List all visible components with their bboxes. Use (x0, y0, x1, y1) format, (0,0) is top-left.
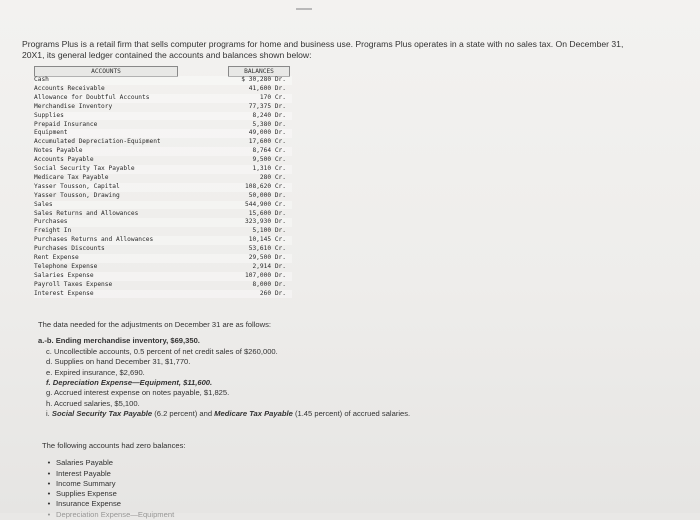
zero-balance-item (42, 479, 342, 489)
account-balance: 17,600 Cr. (248, 138, 286, 146)
ledger-row (34, 192, 292, 201)
account-balance: 107,000 Dr. (245, 271, 286, 279)
zero-balances-list (42, 458, 342, 520)
accounts-header: ACCOUNTS (34, 66, 178, 77)
account-name: Accounts Receivable (34, 84, 105, 92)
ledger-row (34, 138, 292, 147)
account-balance: 2,914 Dr. (252, 262, 286, 270)
adjustments-heading: The data needed for the adjustments on December 31 are as follows: (38, 320, 272, 329)
account-balance: 29,500 Dr. (248, 254, 286, 261)
account-name: Purchases Returns and Allowances (34, 236, 154, 244)
zero-balance-item (42, 469, 342, 479)
account-balance: 41,600 Dr. (248, 84, 286, 92)
account-balance: $ 30,280 Dr. (241, 76, 286, 83)
adjustment-i-medicare: Medicare Tax Payable (214, 409, 293, 419)
ledger-row (34, 156, 292, 165)
adjustments-section (38, 320, 508, 420)
account-balance: 108,620 Cr. (245, 182, 286, 190)
account-balance: 50,000 Dr. (248, 191, 286, 199)
balances-header: BALANCES (228, 66, 290, 77)
account-balance: 280 Cr. (259, 173, 286, 181)
account-name: Notes Payable (34, 147, 83, 155)
zero-balance-label: Insurance Expense (56, 499, 122, 509)
account-name: Purchases (34, 218, 68, 226)
zero-balance-label: Interest Payable (56, 468, 111, 478)
ledger-row (34, 254, 292, 263)
adjustment-a-b: a.-b. Ending merchandise inventory, $69,350. (38, 336, 200, 346)
account-balance: 8,240 Dr. (252, 111, 286, 119)
bullet-icon: • (47, 499, 51, 509)
zero-balance-item (42, 510, 342, 520)
ledger-row (34, 165, 292, 174)
ledger-row (34, 76, 292, 85)
account-name: Cash (34, 76, 49, 83)
account-balance: 49,000 Dr. (248, 129, 286, 137)
ledger-row (34, 227, 292, 236)
zero-balance-item (42, 489, 342, 499)
scroll-notch (296, 8, 312, 10)
ledger-row (34, 272, 292, 281)
ledger-row (34, 183, 292, 192)
account-balance: 8,000 Dr. (252, 280, 286, 288)
account-name: Freight In (34, 227, 72, 235)
adjustment-e: e. Expired insurance, $2,690. (46, 367, 145, 377)
ledger-row (34, 290, 292, 299)
zero-balance-label: Depreciation Expense—Equipment (56, 509, 175, 519)
ledger-row (34, 245, 292, 254)
ledger-row (34, 112, 292, 121)
ledger-row (34, 218, 292, 227)
account-balance: 544,900 Cr. (245, 200, 286, 208)
ledger-table (30, 66, 300, 301)
account-name: Payroll Taxes Expense (34, 280, 113, 288)
account-name: Allowance for Doubtful Accounts (34, 93, 150, 101)
account-name: Yasser Tousson, Capital (34, 182, 120, 190)
ledger-row (34, 147, 292, 156)
account-balance: 9,500 Cr. (252, 156, 286, 164)
ledger-row (34, 281, 292, 290)
account-balance: 10,145 Cr. (248, 236, 286, 244)
ledger-row (34, 94, 292, 103)
zero-balance-label: Salaries Payable (56, 458, 113, 468)
ledger-row (34, 121, 292, 130)
account-name: Prepaid Insurance (34, 120, 98, 128)
account-balance: 5,100 Dr. (252, 227, 286, 235)
account-name: Supplies (34, 111, 64, 119)
account-name: Medicare Tax Payable (34, 173, 109, 181)
ledger-row (34, 129, 292, 138)
account-name: Merchandise Inventory (34, 102, 113, 110)
ledger-row (34, 85, 292, 94)
ledger-row (34, 103, 292, 112)
account-name: Yasser Tousson, Drawing (34, 191, 120, 199)
adjustment-i-mid: (6.2 percent) and (152, 409, 215, 419)
adjustment-h: h. Accrued salaries, $5,100. (46, 398, 140, 408)
ledger-row (34, 210, 292, 219)
problem-intro: Programs Plus is a retail firm that sells computer programs for home and business use. Programs Plus operates in a state with no sales tax. On December 31, 20X1, its general ledger contained the accounts and balances shown below: (22, 39, 624, 60)
adjustment-c: c. Uncollectible accounts, 0.5 percent of net credit sales of $260,000. (46, 346, 278, 356)
account-name: Telephone Expense (34, 262, 98, 270)
account-name: Sales (34, 200, 53, 208)
zero-balance-item (42, 499, 342, 509)
ledger-row (34, 174, 292, 183)
bullet-icon: • (47, 489, 51, 499)
account-balance: 1,310 Cr. (252, 165, 286, 172)
bullet-icon: • (47, 478, 51, 488)
adjustment-i (38, 409, 508, 419)
zero-balances-section (42, 441, 342, 520)
account-name: Interest Expense (34, 289, 94, 297)
account-balance: 15,600 Dr. (248, 209, 286, 217)
account-name: Purchases Discounts (34, 245, 105, 253)
account-name: Accounts Payable (34, 156, 94, 164)
zero-balance-label: Supplies Expense (56, 489, 117, 499)
account-name: Equipment (34, 129, 68, 137)
ledger-row (34, 263, 292, 272)
adjustment-i-ss: Social Security Tax Payable (51, 409, 153, 419)
zero-balances-heading: The following accounts had zero balances: (42, 441, 186, 450)
account-balance: 260 Dr. (259, 289, 286, 297)
account-name: Accumulated Depreciation-Equipment (34, 138, 161, 146)
account-balance: 53,610 Cr. (248, 245, 286, 253)
bullet-icon: • (47, 458, 51, 468)
bullet-icon: • (47, 468, 51, 478)
zero-balance-label: Income Summary (56, 478, 116, 488)
account-balance: 8,764 Cr. (252, 147, 286, 155)
account-balance: 170 Cr. (259, 93, 286, 101)
bullet-icon: • (47, 509, 51, 519)
account-balance: 77,375 Dr. (248, 102, 286, 110)
ledger-row (34, 201, 292, 210)
ledger-row (34, 236, 292, 245)
account-balance: 323,930 Dr. (245, 218, 286, 226)
account-name: Salaries Expense (34, 271, 94, 279)
zero-balance-item (42, 458, 342, 468)
account-name: Sales Returns and Allowances (34, 209, 139, 217)
account-name: Social Security Tax Payable (34, 165, 135, 172)
account-name: Rent Expense (34, 254, 79, 261)
account-balance: 5,380 Dr. (252, 120, 286, 128)
adjustment-i-prefix: i. (46, 409, 52, 419)
adjustment-d: d. Supplies on hand December 31, $1,770. (46, 357, 191, 367)
adjustment-i-suffix: (1.45 percent) of accrued salaries. (292, 409, 411, 419)
adjustment-g: g. Accrued interest expense on notes payable, $1,825. (46, 388, 230, 398)
adjustment-f: f. Depreciation Expense—Equipment, $11,600. (46, 377, 213, 387)
